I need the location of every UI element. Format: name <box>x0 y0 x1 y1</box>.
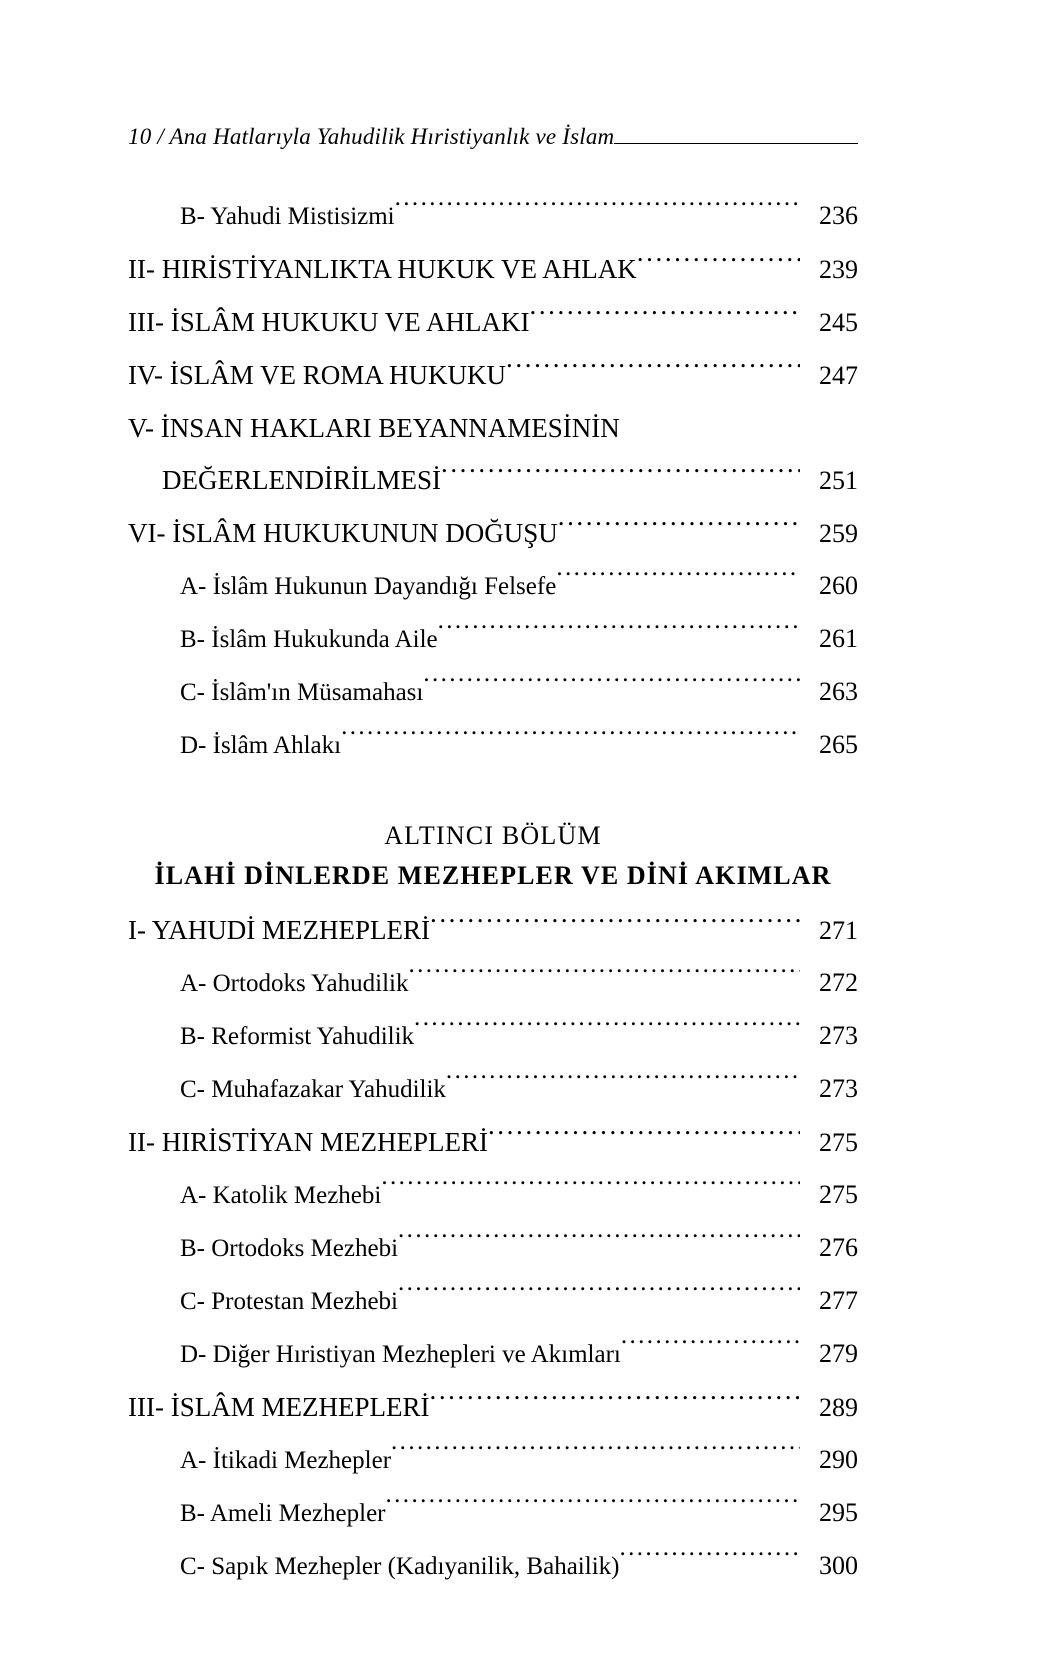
toc-entry-label: A- Ortodoks Yahudilik <box>180 970 409 997</box>
toc-entry-label: II- HIRİSTİYAN MEZHEPLERİ <box>128 1127 488 1157</box>
toc-entry-label: III- İSLÂM HUKUKU VE AHLAKI <box>128 307 530 337</box>
toc-entry-label: IV- İSLÂM VE ROMA HUKUKU <box>128 360 507 390</box>
toc-page-number: 265 <box>819 730 858 759</box>
toc-entry[interactable] <box>180 666 858 719</box>
running-head-text: 10 / Ana Hatlarıyla Yahudilik Hıristiyanlık ve İslam <box>128 124 615 149</box>
dot-leader <box>414 1019 800 1044</box>
toc-entry-label: C- Protestan Mezhebi <box>180 1288 399 1315</box>
toc-page-number: 273 <box>819 1021 858 1050</box>
toc-entry-label: D- İslâm Ahlakı <box>180 732 342 759</box>
toc-entry-multiline[interactable] <box>128 402 858 507</box>
toc-entry[interactable] <box>128 1116 858 1169</box>
dot-leader <box>423 675 800 700</box>
toc-entry-label: C- Muhafazakar Yahudilik <box>180 1076 446 1103</box>
toc-page-number: 259 <box>819 519 858 548</box>
dot-leader <box>558 515 800 542</box>
toc-entry-label: A- İtikadi Mezhepler <box>180 1447 392 1474</box>
toc-entry-label-line2: DEĞERLENDİRİLMESİ <box>162 465 441 495</box>
toc-section-mid <box>128 507 858 772</box>
toc-entry[interactable] <box>180 1540 858 1593</box>
toc-entry[interactable] <box>180 719 858 772</box>
toc-entry-label: D- Diğer Hıristiyan Mezhepleri ve Akımları <box>180 1341 621 1368</box>
toc-entry-label: VI- İSLÂM HUKUKUNUN DOĞUŞU <box>128 518 558 548</box>
dot-leader <box>446 1072 800 1097</box>
toc-page-number: 277 <box>819 1286 858 1315</box>
toc-entry[interactable] <box>128 296 858 349</box>
toc-entry-label: III- İSLÂM MEZHEPLERİ <box>128 1392 430 1422</box>
toc-entry[interactable] <box>180 1063 858 1116</box>
chapter-title: İLAHİ DİNLERDE MEZHEPLER VE DİNİ AKIMLAR <box>154 861 832 890</box>
toc-entry-label: B- Yahudi Mistisizmi <box>180 203 395 230</box>
running-head <box>128 122 858 156</box>
dot-leader <box>529 304 800 331</box>
dot-leader <box>391 1443 800 1468</box>
dot-leader <box>438 622 800 647</box>
toc-entry-label: C- Sapık Mezhepler (Kadıyanilik, Bahailik) <box>180 1553 620 1580</box>
toc-entry-label: C- İslâm'ın Müsamahası <box>180 679 424 706</box>
dot-leader <box>341 728 800 753</box>
dot-leader <box>386 1496 801 1521</box>
table-of-contents <box>128 190 858 1593</box>
dot-leader <box>488 1124 800 1151</box>
dot-leader <box>429 1389 800 1416</box>
running-head-rule <box>614 143 858 144</box>
toc-entry[interactable] <box>180 560 858 613</box>
toc-entry[interactable] <box>128 1381 858 1434</box>
toc-entry[interactable] <box>180 1487 858 1540</box>
toc-page-number: 261 <box>819 624 858 653</box>
dot-leader <box>619 1549 800 1574</box>
chapter-kicker: ALTINCI BÖLÜM <box>384 821 602 850</box>
toc-entry[interactable] <box>180 957 858 1010</box>
toc-page-number: 271 <box>819 916 858 945</box>
toc-entry[interactable] <box>128 243 858 296</box>
toc-entry[interactable] <box>180 190 858 243</box>
toc-page-number: 245 <box>819 308 858 337</box>
toc-page-number: 300 <box>819 1551 858 1580</box>
toc-page-number: 239 <box>819 255 858 284</box>
toc-entry[interactable] <box>180 1275 858 1328</box>
toc-section-bottom <box>128 904 858 1593</box>
toc-entry[interactable] <box>180 1222 858 1275</box>
toc-page-number: 276 <box>819 1233 858 1262</box>
toc-page-number: 263 <box>819 677 858 706</box>
dot-leader <box>441 462 800 489</box>
toc-entry-label: B- İslâm Hukukunda Aile <box>180 626 438 653</box>
toc-page-number: 260 <box>819 571 858 600</box>
toc-entry[interactable] <box>180 1328 858 1381</box>
toc-page-number: 289 <box>819 1393 858 1422</box>
dot-leader <box>381 1178 800 1203</box>
toc-entry-label: B- Ameli Mezhepler <box>180 1500 386 1527</box>
toc-entry-label: I- YAHUDİ MEZHEPLERİ <box>128 915 430 945</box>
toc-entry-label: B- Ortodoks Mezhebi <box>180 1235 399 1262</box>
dot-leader <box>506 357 800 384</box>
toc-entry[interactable] <box>128 904 858 957</box>
dot-leader <box>637 251 800 278</box>
dot-leader <box>621 1337 800 1362</box>
toc-entry[interactable] <box>180 613 858 666</box>
dot-leader <box>398 1284 800 1309</box>
chapter-heading-block <box>128 818 858 896</box>
toc-page-number: 251 <box>819 466 858 495</box>
toc-entry[interactable] <box>180 1010 858 1063</box>
toc-page-number: 273 <box>819 1074 858 1103</box>
dot-leader <box>409 966 801 991</box>
toc-section-top <box>128 190 858 402</box>
toc-page-number: 295 <box>819 1498 858 1527</box>
dot-leader <box>395 199 800 224</box>
toc-page-number: 247 <box>819 361 858 390</box>
toc-entry-label-line1: V- İNSAN HAKLARI BEYANNAMESİNİN <box>128 413 620 443</box>
toc-entry-label: A- Katolik Mezhebi <box>180 1182 382 1209</box>
dot-leader <box>398 1231 800 1256</box>
toc-entry-label: B- Reformist Yahudilik <box>180 1023 415 1050</box>
toc-entry[interactable] <box>180 1434 858 1487</box>
toc-entry[interactable] <box>180 1169 858 1222</box>
toc-page-number: 275 <box>819 1128 858 1157</box>
toc-entry[interactable] <box>128 349 858 402</box>
dot-leader <box>430 912 800 939</box>
toc-entry-label: A- İslâm Hukunun Dayandığı Felsefe <box>180 573 557 600</box>
toc-entry-label: II- HIRİSTİYANLIKTA HUKUK VE AHLAK <box>128 254 637 284</box>
dot-leader <box>556 569 800 594</box>
toc-page-number: 279 <box>819 1339 858 1368</box>
toc-page-number: 236 <box>819 201 858 230</box>
toc-page-number: 290 <box>819 1445 858 1474</box>
toc-page-number: 275 <box>819 1180 858 1209</box>
toc-page-number: 272 <box>819 968 858 997</box>
toc-entry[interactable] <box>128 507 858 560</box>
